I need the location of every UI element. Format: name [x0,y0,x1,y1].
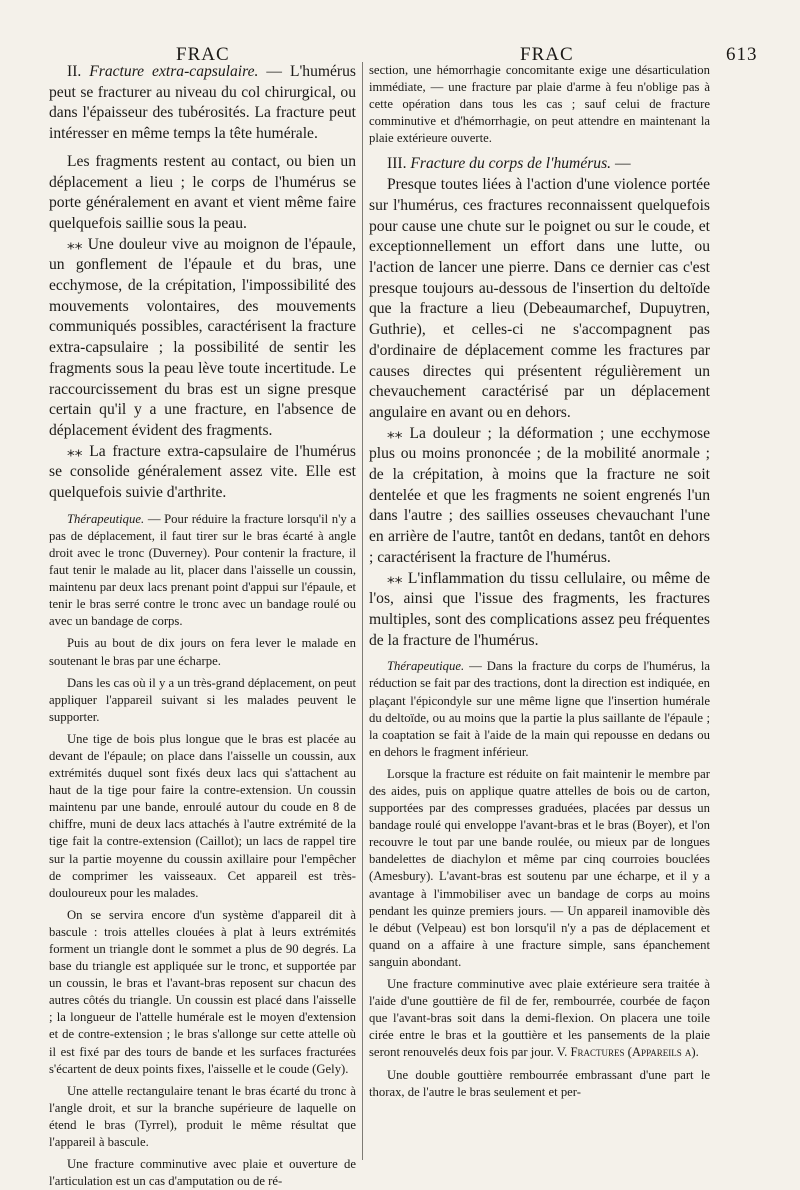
section-intro-text: — L'humérus peut se fracturer au niveau du col chirurgical, ou dans l'épaisseur des tubérosités. La fracture peut intéresser en même temps la tête humérale. [49,63,356,143]
paragraph-ten-days: Puis au bout de dix jours on fera lever le malade en soutenant le bras par une écharpe. [49,636,356,668]
paragraph-complications: ⁎⁎ L'inflammation du tissu cellulaire, ou même de l'os, ainsi que l'issue des fragments, les fractures multiples, sont des complications assez peu fréquentes de la fracture de l'humérus. [369,569,710,649]
section-heading-paragraph-3 [369,154,710,175]
section-dash-3: — [611,155,631,173]
paragraph-large-displacement: Dans les cas où il y a un très-grand déplacement, on peut appliquer l'appareil suivant si les malades peuvent le supporter. [49,675,356,724]
paragraph-double-gutter: Une double gouttière rembourrée embrassant d'une part le thorax, de l'autre le bras seulement et per- [369,1067,710,1099]
column-divider [362,62,363,1160]
therapeutique-paragraph-3 [369,658,710,761]
header-left-word: FRAC [176,44,230,65]
paragraph-wooden-rod: Une tige de bois plus longue que le bras est placée au devant de l'épaule; on place dans l'aisselle un coussin, aux extrémités duquel sont fixés deux lacs qui s'attachent au haut de la tige pour faire la contre-extension. Un coussin maintenu par une bande, enroulé autour du coude en 8 de chiffre, muni de deux lacs attachés à l'autre extrémité de la tige fait la contre-extension (Caillot); un lacs de rappel tire sur la partie moyenne du coussin axillaire pour l'empêcher de comprimer les vaisseaux. Cet appareil est très-douloureux pour les malades. [49,731,356,900]
cross-reference: Fractures (Appareils a). [570,1045,699,1060]
paragraph-causes: Presque toutes liées à l'action d'une violence portée sur l'humérus, ces fractures reconnaissent quelquefois pour cause une chute sur le poignet ou sur le coude, et exceptionnellement un effort dans une lutte, ou l'action de lancer une pierre. Dans ce dernier cas c'est presque toujours au-dessous de l'insertion du deltoïde que la fracture a lieu (Debeaumarchef, Dupuytren, Guthrie), et celles-ci ne s'accompagnent pas d'ordinaire de déplacement comme les fractures par causes directes qui présentent régulièrement un chevauchement caractérisé par un déplacement angulaire en avant ou en dehors. [369,176,710,421]
therapeutique-label: Thérapeutique. [67,511,145,526]
paragraph-comminutive-3 [369,976,710,1061]
therapeutique-text: — Pour réduire la fracture lorsqu'il n'y a pas de déplacement, il faut tirer sur le bras écarté à angle droit avec le tronc (Duverney). Pour contenir la fracture, il faut tenir le malade au lit, placer dans l'aisselle un coussin, maintenu par deux lacs prenant point d'appui sur l'épaule, et tenir le bras serré contre le tronc avec un bandage roulé ou avec un bandage de corps. [49,511,356,629]
section-title: Fracture extra-capsulaire. [89,63,259,80]
paragraph-symptoms: ⁎⁎ Une douleur vive au moignon de l'épaule, un gonflement de l'épaule et du bras, une ecchymose, de la crépitation, l'impossibilité des mouvements volontaires, des mouvements communiqués possibles, caractérisent la fracture extra-capsulaire ; la possibilité de sentir les fragments sous la peau lève toute incertitude. Le raccourcissement du bras est un signe presque certain qu'il y a une fracture, en l'absence de déplacement évident des fragments. [49,235,356,439]
paragraph-fragments: Les fragments restent au contact, ou bien un déplacement a lieu ; le corps de l'humérus se porte généralement en avant et vient même faire quelquefois saillie sous la peau. [49,152,356,232]
paragraph-continuation: section, une hémorrhagie concomitante exige une désarticulation immédiate, — une fracture par plaie d'arme à feu n'oblige pas à cette opération dans tous les cas ; sauf celui de fracture comminutive et d'hémorrhagie, on peut attendre en maintenant la plaie extérieure ouverte. [369,63,710,146]
right-column [369,62,710,1164]
left-column [49,62,356,1189]
paragraph-symptoms-3: ⁎⁎ La douleur ; la déformation ; une ecchymose plus ou moins prononcée ; de la mobilité anormale ; de la crépitation, à moins que la fracture ne soit dentelée et que les fragments ne soient engrenés l'un dans l'autre ; des saillies osseuses chevauchant l'une en arrière de l'autre, tantôt en dedans, tantôt en dehors ; caractérisent la fracture de l'humérus. [369,424,710,566]
section-number: II. [67,63,82,80]
paragraph-comminutive: Une fracture comminutive avec plaie et ouverture de l'articulation est un cas d'amputation ou de ré- [49,1157,356,1189]
therapeutique-paragraph [49,511,356,631]
therapeutique-label-3: Thérapeutique. [387,659,465,674]
section-number-3: III. [387,155,407,173]
paragraph-consolidation: ⁎⁎ La fracture extra-capsulaire de l'humérus se consolide généralement assez vite. Elle est quelquefois suivie d'arthrite. [49,442,356,502]
therapeutique-text-3: — Dans la fracture du corps de l'humérus, la réduction se fait par des tractions, dont la direction est indiquée, en plaçant l'épicondyle sur une même ligne que l'insertion humérale du deltoïde, ou au moins que la partie la plus saillante de l'épaule ; la coaptation se fait à l'aide de la main qui repousse en dedans ou en dehors le fragment inférieur. [369,659,711,759]
paragraph-bascule: On se servira encore d'un système d'appareil dit à bascule : trois attelles clouées à plat à leurs extrémités forment un triangle dont le sommet a plus de 90 degrés. La base du triangle est appliquée sur le tronc, et supportée par un coussin, le bras et l'avant-bras reposent sur chacun des autres côtés du triangle. Un coussin est placé dans l'aisselle ; la longueur de l'attelle humérale est le moyen d'extension et de contre-extension ; le bras s'allonge sur cette attelle où il est fixé par des tours de bande et les surfaces fracturées s'écartent de deux points fixes, l'aisselle et le coude (Gely). [49,907,356,1076]
paragraph-rectangular-splint: Une attelle rectangulaire tenant le bras écarté du tronc à l'angle droit, et sur la branche supérieure de laquelle on étend le bras (Tyrrel), produit le même résultat que l'appareil à bascule. [49,1083,356,1150]
comminutive-text: Une fracture comminutive avec plaie extérieure sera traitée à l'aide d'une gouttière de fil de fer, rembourrée, courbée de façon que l'avant-bras soit dans la demi-flexion. On placera une toile cirée entre le bras et la gouttière et les pansements de la plaie seront renouvelés deux fois par jour. V. [369,977,710,1060]
page-number: 613 [726,44,758,65]
paragraph-reduction: Lorsque la fracture est réduite on fait maintenir le membre par des aides, puis on applique quatre attelles de bois ou de carton, supportées par des compresses graduées, placées par dessus un bandage roulé qui enveloppe l'avant-bras et le bras (Boyer), et l'on recouvre le tout par une bande roulée, ou mieux par de longues bandelettes de diachylon et même par cinq courroies bouclées (Amesbury). L'avant-bras est soutenu par une écharpe, et il y a avantage à l'immobiliser avec un bandage de corps au moins pendant les quinze premiers jours. — Un appareil inamovible dès le début (Velpeau) est bon lorsqu'il n'y a pas de déplacement et quand on a affaire à une fracture simple, sans épanchement sanguin abondant. [369,766,710,969]
section-heading-paragraph [49,62,356,145]
header-center-word: FRAC [520,44,574,65]
section-title-3: Fracture du corps de l'humérus. [410,155,612,173]
